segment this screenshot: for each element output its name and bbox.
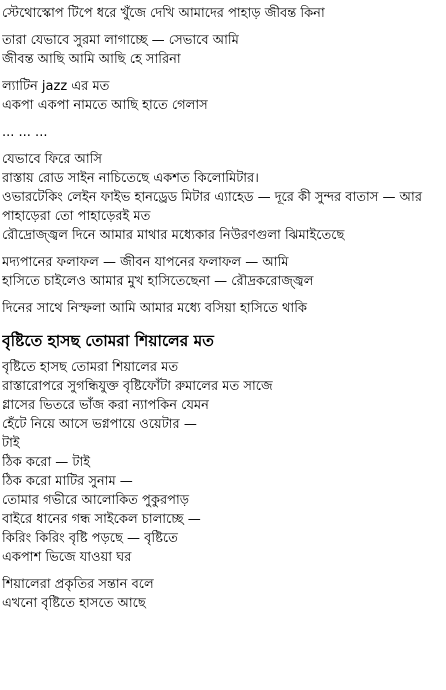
poem-line: একপাশ ভিজে যাওয়া ঘর — [2, 550, 132, 565]
stanza — [2, 358, 446, 567]
stanza-gap — [2, 567, 446, 575]
poem-line: ঠিক করো — টাই — [2, 455, 91, 470]
poem-line: কিরিং কিরিং বৃষ্টি পড়ছে — বৃষ্টিতে — [2, 531, 178, 546]
stanza-gap — [2, 115, 446, 123]
poem-line: একপা একপা নামতে আছি হাতে গেলাস — [2, 98, 208, 113]
poem-title: বৃষ্টিতে হাসছ তোমরা শিয়ালের মত — [2, 332, 214, 350]
stanza — [2, 123, 446, 142]
poem-line: গ্লাসের ভিতরে ভাঁজ করা ন্যাপকিন যেমন — [2, 398, 209, 413]
stanza-gap — [2, 69, 446, 77]
stanza — [2, 150, 446, 245]
poem-line: টাই — [2, 436, 20, 451]
poem-line: তারা যেভাবে সুরমা লাগাচ্ছে — সেভাবে আমি — [2, 33, 239, 48]
section-gap — [2, 318, 446, 326]
stanza — [2, 299, 446, 318]
stanza — [2, 4, 446, 23]
poem-line: দিনের সাথে নিস্ফলা আমি আমার মধ্যে বসিয়া হাসিতে থাকি — [2, 301, 308, 316]
poem-line: হাসিতে চাইলেও আমার মুখ হাসিতেছেনা — রৌদ্রকরোজ্জ্বল — [2, 274, 314, 289]
poem-line: পাহাড়েরা তো পাহাড়েরই মত — [2, 209, 151, 224]
stanza — [2, 77, 446, 115]
poem-line: বৃষ্টিতে হাসছ তোমরা শিয়ালের মত — [2, 360, 179, 375]
stanza — [2, 575, 446, 613]
poem-line: মদ্যপানের ফলাফল — জীবন যাপনের ফলাফল — আমি — [2, 255, 289, 270]
stanza — [2, 31, 446, 69]
poem-line: ঠিক করো মাটির সুনাম — — [2, 474, 133, 489]
poem-line: রাস্তায় রোড সাইন নাচিতেছে একশত কিলোমিটার। — [2, 171, 259, 186]
poem-line: তোমার গভীরে আলোকিত পুকুরপাড় — [2, 493, 189, 508]
poem-line: ল্যাটিন jazz এর মত — [2, 79, 110, 94]
poem-line: স্টেথোস্কোপ টিপে ধরে খুঁজে দেখি আমাদের পাহাড় জীবন্ত কিনা — [2, 6, 325, 21]
poem-line: এখনো বৃষ্টিতে হাসতে আছে — [2, 596, 146, 611]
poem-line: বাইরে ধানের গন্ধ সাইকেল চালাচ্ছে — — [2, 512, 201, 527]
poem-1 — [2, 4, 446, 318]
poem-line: রৌদ্রোজ্জ্বল দিনে আমার মাথার মধ্যেকার নিউরণগুলা ঝিমাইতেছে — [2, 228, 345, 243]
poem-line: শিয়ালেরা প্রকৃতির সন্তান বলে — [2, 577, 154, 592]
poem-line: হেঁটে নিয়ে আসে ভগ্নপায়ে ওয়েটার — — [2, 417, 197, 432]
stanza-gap — [2, 23, 446, 31]
poem-2 — [2, 330, 446, 613]
ellipsis-line: ... ... ... — [2, 125, 48, 140]
stanza-gap — [2, 291, 446, 299]
stanza-gap — [2, 142, 446, 150]
poem-line: জীবন্ত আছি আমি আছি হে সারিনা — [2, 52, 181, 67]
stanza-gap — [2, 245, 446, 253]
stanza — [2, 253, 446, 291]
poem-line: রাস্তারোপরে সুগন্ধিযুক্ত বৃষ্টিফোঁটা রুমালের মত সাজে — [2, 379, 273, 394]
poem-line: যেভাবে ফিরে আসি — [2, 152, 103, 167]
poem-line: ওভারটেকিং লেইন ফাইভ হানড্রেড মিটার এ্যাহেড — দূরে কী সুন্দর বাতাস — আর — [2, 190, 422, 205]
